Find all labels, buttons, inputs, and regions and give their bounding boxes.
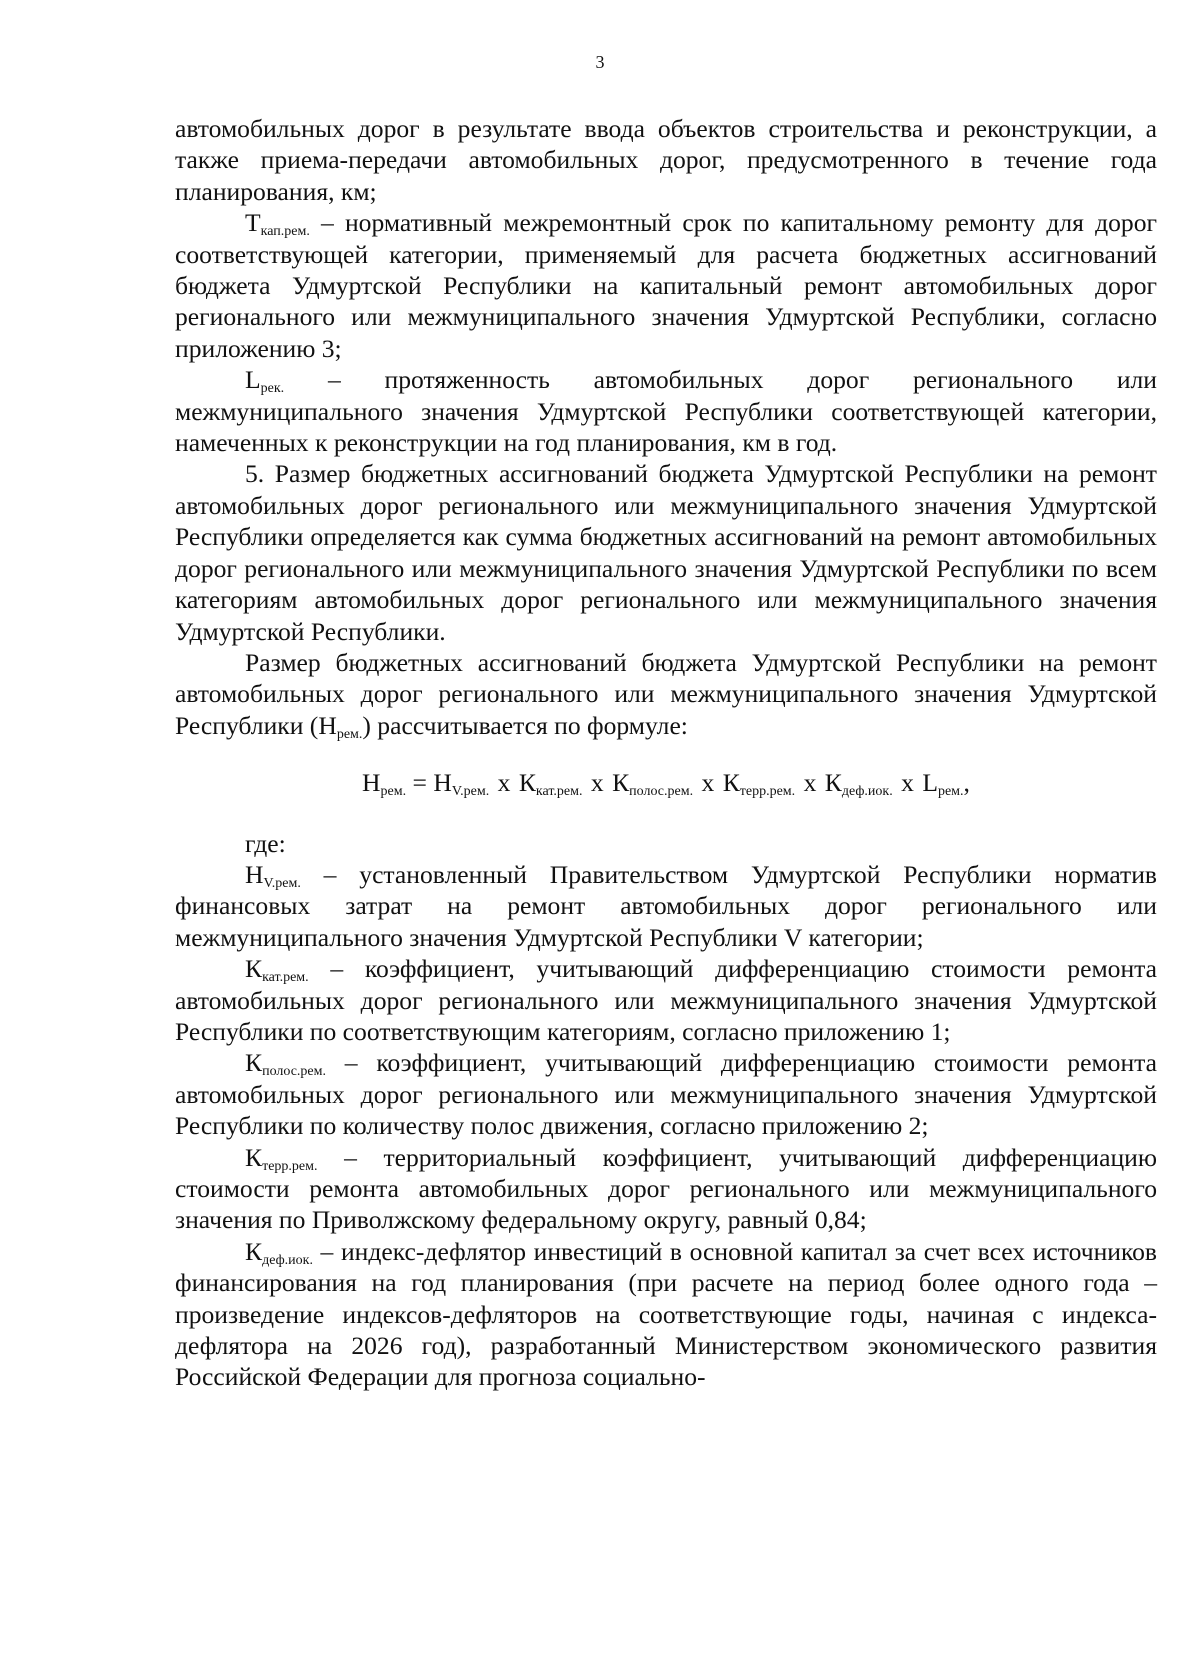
definition-text: – территориальный коэффициент, учитывающий дифференциацию стоимости ремонта автомобильных дорог регионального или межмуниципального значения по Приволжскому федеральному округу, равный 0,84; xyxy=(175,1142,1157,1235)
formula-intro-paragraph xyxy=(175,647,1157,741)
where-label xyxy=(175,828,1157,859)
definition-text: – нормативный межремонтный срок по капитальному ремонту для дорог соответствующей категории, применяемый для расчета бюджетных ассигнований бюджета Удмуртской Республики на капитальный ремонт автомобильных дорог регионального или межмуниципального значения Удмуртской Республики, согласно приложению 3; xyxy=(175,208,1157,363)
definition-t-kap-rem xyxy=(175,207,1157,364)
definition-k-kat-rem xyxy=(175,953,1157,1047)
formula-operator: x xyxy=(797,768,823,798)
formula-n-rem xyxy=(175,767,1157,798)
formula-operator: x xyxy=(491,768,517,798)
formula-term: $Н_{V.рем.}$ xyxy=(433,768,490,800)
paragraph-text: где: xyxy=(245,828,286,858)
page-number: 3 xyxy=(595,52,605,72)
definition-text: – коэффициент, учитывающий дифференциацию стоимости ремонта автомобильных дорог регионального или межмуниципального значения Удмуртской Республики по количеству полос движения, согласно приложению 2; xyxy=(175,1048,1157,1141)
term-symbol: $К_{деф.иок.}$ xyxy=(245,1236,313,1268)
term-symbol: $К_{кат.рем.}$ xyxy=(245,954,309,986)
term-symbol: $К_{терр.рем.}$ xyxy=(245,1142,318,1174)
definition-text: – установленный Правительством Удмуртской Республики норматив финансовых затрат на ремонт автомобильных дорог регионального или межмуниципального значения Удмуртской Республики V категории; xyxy=(175,859,1157,952)
definition-k-terr-rem xyxy=(175,1142,1157,1236)
definition-text: – индекс-дефлятор инвестиций в основной капитал за счет всех источников финансирования на год планирования (при расчете на период более одного года – произведение индексов-дефляторов на соответствующие годы, начиная с индекса-дефлятора на 2026 год), разработанный Министерством экономического развития Российской Федерации для прогноза социально- xyxy=(175,1236,1157,1392)
document-body xyxy=(175,113,1157,1393)
formula-operator: x xyxy=(584,768,611,798)
definition-l-rek xyxy=(175,364,1157,458)
term-symbol: $Т_{кап.рем.}$ xyxy=(245,208,310,240)
formula-term: $L_{рем.}$ xyxy=(922,768,964,800)
term-symbol: $Н_{V.рем.}$ xyxy=(245,859,301,891)
formula-result: $Н_{рем.}$ xyxy=(362,768,407,800)
paragraph-roads-commissioning xyxy=(175,113,1157,207)
formula-trailing: , xyxy=(963,768,970,798)
formula-operator: x xyxy=(894,768,921,798)
definition-text: – протяженность автомобильных дорог регионального или межмуниципального значения Удмуртской Республики соответствующей категории, намеченных к реконструкции на год планирования, км в год. xyxy=(175,365,1157,458)
formula-term: $К_{полос.рем.}$ xyxy=(612,768,694,800)
paragraph-text: Размер бюджетных ассигнований бюджета Удмуртской Республики на ремонт автомобильных дорог регионального или межмуниципального значения Удмуртской Республики ( xyxy=(175,647,1157,740)
definition-n-v-rem xyxy=(175,859,1157,953)
formula-operator: x xyxy=(695,768,721,798)
definition-k-polos-rem xyxy=(175,1047,1157,1141)
term-symbol: $Н_{рем.}$ xyxy=(318,710,363,742)
definition-k-def-iok xyxy=(175,1236,1157,1393)
term-symbol: $L_{рек.}$ xyxy=(245,365,285,397)
formula-term: $К_{кат.рем.}$ xyxy=(518,768,583,800)
paragraph-text: ) рассчитывается по формуле: xyxy=(362,710,688,740)
section-5-paragraph xyxy=(175,458,1157,646)
formula-term: $К_{терр.рем.}$ xyxy=(722,768,796,800)
term-symbol: $К_{полос.рем.}$ xyxy=(245,1048,327,1080)
paragraph-text: 5. Размер бюджетных ассигнований бюджета Удмуртской Республики на ремонт автомобильных дорог регионального или межмуниципального значения Удмуртской Республики определяется как сумма бюджетных ассигнований на ремонт автомобильных дорог регионального или межмуниципального значения Удмуртской Республики по всем категориям автомобильных дорог регионального или межмуниципального значения Удмуртской Республики. xyxy=(175,459,1157,646)
formula-term: $К_{деф.иок.}$ xyxy=(824,768,893,800)
definition-text: – коэффициент, учитывающий дифференциацию стоимости ремонта автомобильных дорог регионального или межмуниципального значения Удмуртской Республики по соответствующим категориям, согласно приложению 1; xyxy=(175,954,1157,1046)
formula-equals: = xyxy=(406,768,434,798)
paragraph-text: автомобильных дорог в результате ввода объектов строительства и реконструкции, а также приема-передачи автомобильных дорог, предусмотренного в течение года планирования, км; xyxy=(175,114,1157,206)
